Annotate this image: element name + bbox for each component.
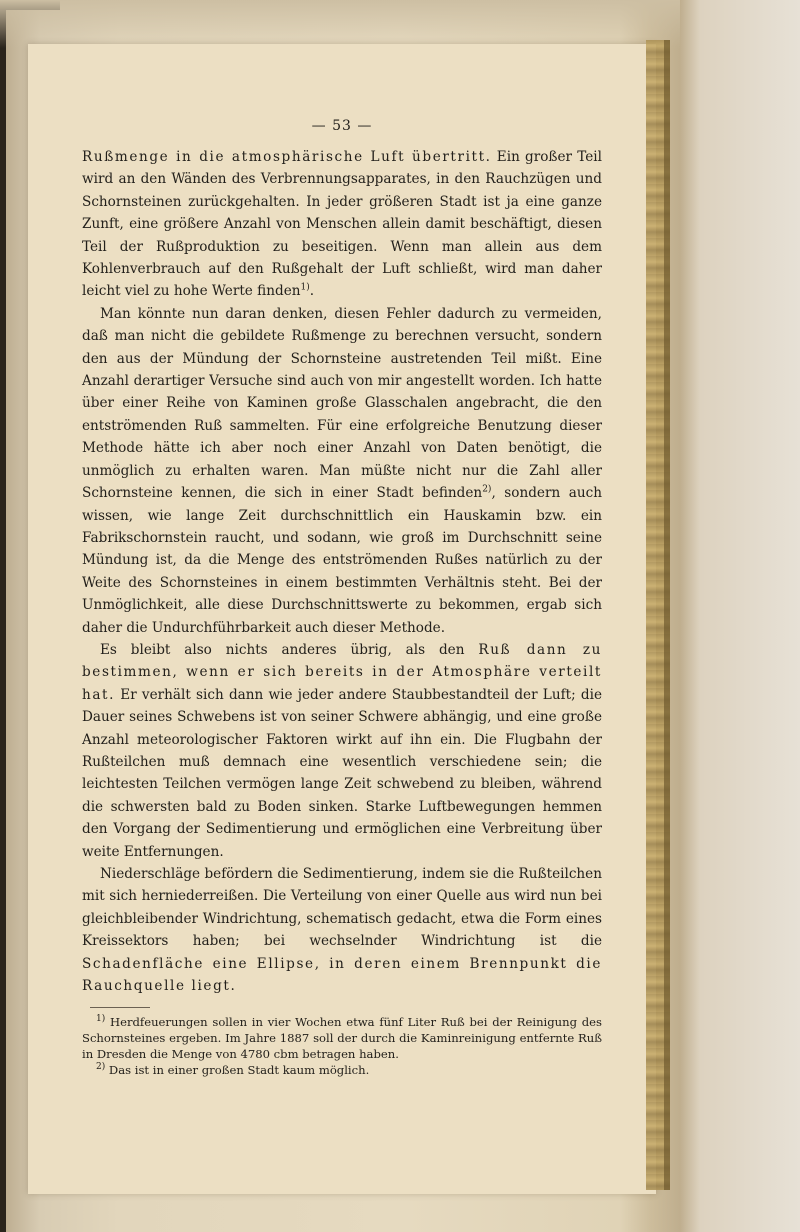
page-content — [82, 118, 602, 1078]
paragraph — [82, 863, 602, 997]
book-page — [28, 44, 656, 1194]
page-number: — 53 — — [311, 118, 373, 134]
emphasized-text: Rußmenge in die atmosphärische Luft übertritt. — [82, 149, 492, 165]
paragraph-text: Niederschläge befördern die Sedimentierung, indem sie die Rußteilchen mit sich herniederreißen. Die Verteilung von einer Quelle aus wird nun bei gleichbleibender Windrichtung, schematisch gedacht, etwa die Form eines Kreissektors haben; bei wechselnder Windrichtung ist die — [82, 866, 602, 950]
footnote-marker: 2) — [482, 484, 492, 495]
footnote — [82, 1014, 602, 1062]
footnote-text: Das ist in einer großen Stadt kaum möglich. — [105, 1063, 370, 1078]
footnote — [82, 1062, 602, 1078]
paragraph-text: , sondern auch wissen, wie lange Zeit durchschnittlich ein Hauskamin bzw. ein Fabrikschornstein raucht, und sodann, wie groß im Durchschnitt seine Mündung ist, da die Menge des entströmenden Rußes natürlich zu der Weite des Schornsteines in einem bestimmten Verhältnis steht. Bei der Unmöglichkeit, alle diese Durchschnittswerte zu bekommen, ergab sich daher die Undurchführbarkeit auch dieser Methode. — [82, 485, 602, 636]
paragraph-text: Man könnte nun daran denken, diesen Fehler dadurch zu vermeiden, daß man nicht die gebildete Rußmenge zu berechnen versucht, sondern den aus der Mündung der Schornsteine austretenden Teil mißt. Eine Anzahl derartiger Versuche sind auch von mir angestellt worden. Ich hatte über einer Reihe von Kaminen große Glasschalen angebracht, die den entströmenden Ruß sammelten. Für eine erfolgreiche Benutzung dieser Methode hätte ich aber noch einer Anzahl von Daten benötigt, die unmöglich zu erhalten waren. Man müßte nicht nur die Zahl aller Schornsteine kennen, die sich in einer Stadt befinden — [82, 305, 602, 502]
scan-top-shadow — [0, 0, 680, 48]
emphasized-text: Schadenfläche eine Ellipse, in deren einem Brennpunkt die Rauchquelle liegt. — [82, 955, 602, 995]
paragraph-text: Ein großer Teil wird an den Wänden des Verbrennungsapparates, in den Rauchzügen und Schornsteinen zurückgehalten. In jeder größeren Stadt ist ja eine ganze Zunft, eine größere Anzahl von Menschen allein damit beschäftigt, diesen Teil der Rußproduktion zu beseitigen. Wenn man allein aus dem Kohlenverbrauch auf den Rußgehalt der Luft schließt, wird man daher leicht viel zu hohe Werte finden — [82, 149, 603, 300]
paragraph-text: Er verhält sich dann wie jeder andere Staubbestandteil der Luft; die Dauer seines Schwebens ist von seiner Schwere abhängig, und eine große Anzahl meteorologischer Faktoren wirkt auf ihn ein. Die Flugbahn der Rußteilchen muß demnach eine wesentlich verschiedene sein; die leichtesten Teilchen vermögen lange Zeit schwebend zu bleiben, während die schwersten bald zu Boden sinken. Starke Luftbewegungen hemmen den Vorgang der Sedimentierung und ermöglichen eine Verbreitung über weite Entfernungen. — [82, 686, 602, 860]
paragraph-text: Es bleibt also nichts anderes übrig, als den — [100, 641, 479, 658]
paragraph — [82, 639, 602, 863]
scan-left-edge — [0, 0, 6, 1232]
paragraph — [82, 146, 602, 303]
paragraph — [82, 303, 602, 639]
emphasized-text: Ruß dann zu bestimmen, wenn er sich bereits in der Atmosphäre verteilt hat. — [82, 641, 602, 703]
footnote-text: Herdfeuerungen sollen in vier Wochen etwa fünf Liter Ruß bei der Reinigung des Schornsteines ergeben. Im Jahre 1887 soll der durch die Kaminreinigung entfernte Ruß in Dresden die Menge von 4780 cbm betragen haben. — [82, 1015, 602, 1062]
footnote-mark: 1) — [96, 1014, 106, 1025]
footnotes — [82, 1014, 602, 1078]
footnote-rule — [90, 1007, 150, 1008]
body-text — [82, 146, 602, 997]
footnote-marker: 1) — [300, 282, 310, 293]
paragraph-text: . — [309, 283, 315, 300]
footnote-mark: 2) — [96, 1062, 106, 1073]
book-binding-edge — [664, 40, 670, 1190]
